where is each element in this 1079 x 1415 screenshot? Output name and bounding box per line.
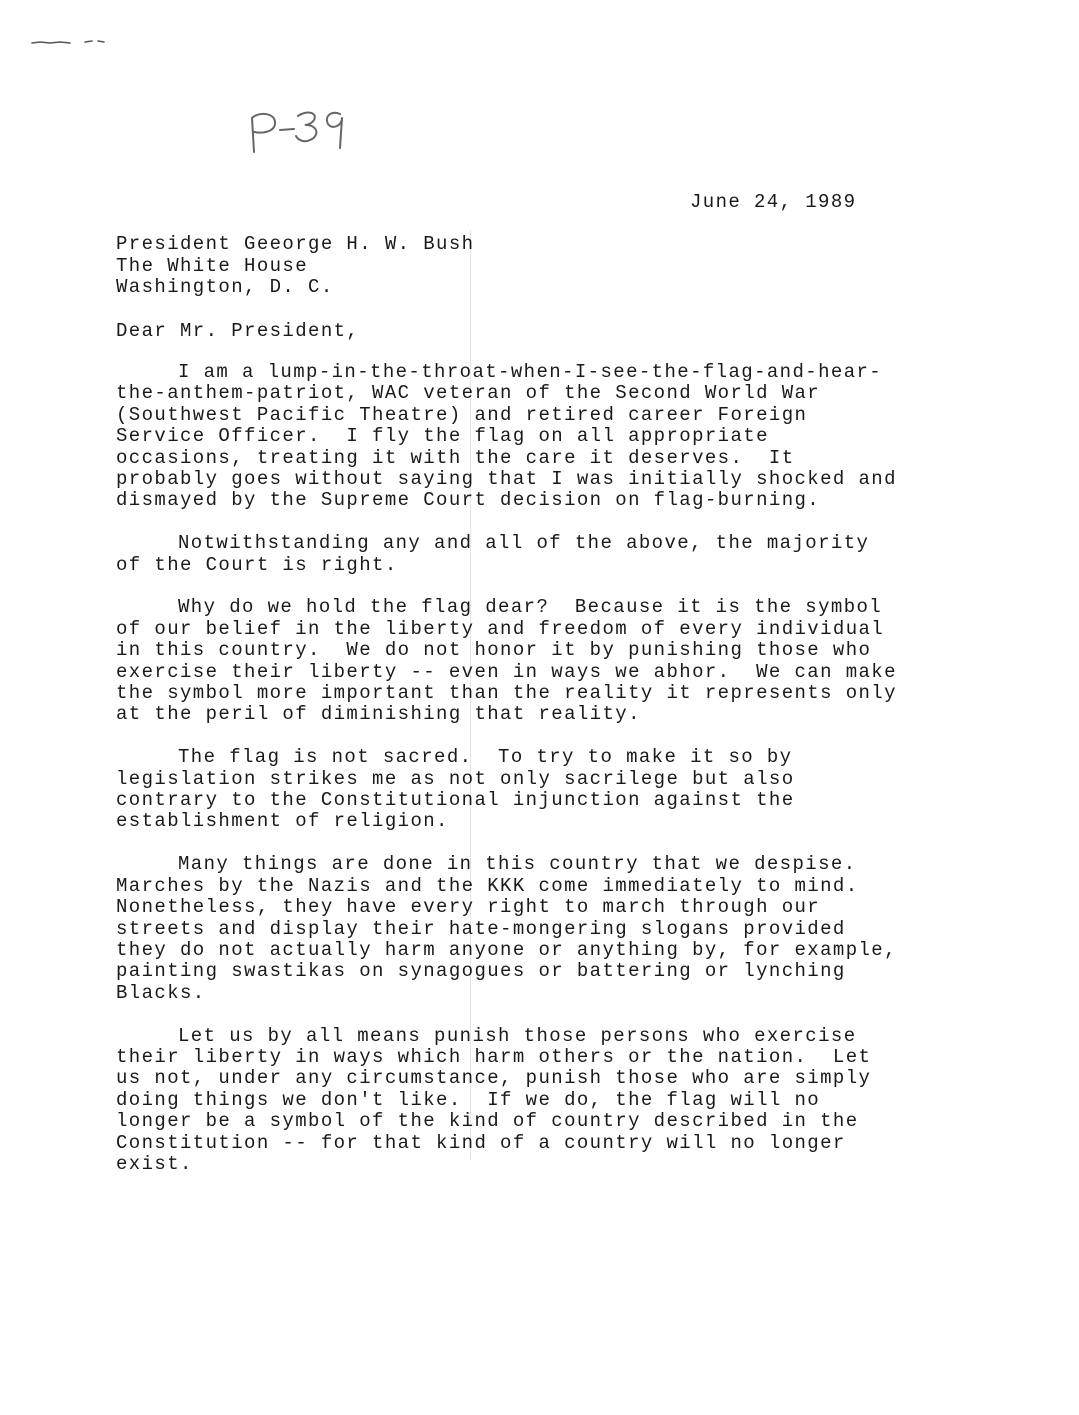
letter-paragraph (116, 597, 916, 725)
recipient-name: President Geeorge H. W. Bush (116, 233, 475, 255)
paragraph-line: the symbol more important than the reality it represents only (116, 682, 897, 705)
letter-date: June 24, 1989 (690, 191, 857, 213)
paragraph-line: establishment of religion. (116, 810, 449, 833)
paragraph-line: at the peril of diminishing that reality. (116, 703, 641, 726)
paragraph-line: painting swastikas on synagogues or battering or lynching (116, 960, 846, 983)
paragraph-line: exist. (116, 1152, 193, 1175)
recipient-address (116, 234, 474, 299)
salutation: Dear Mr. President, (116, 320, 360, 342)
paragraph-line: Constitution -- for that kind of a country will no longer (116, 1131, 846, 1154)
paragraph-line: of the Court is right. (116, 553, 398, 576)
letter-paragraph (116, 533, 916, 576)
paragraph-line: exercise their liberty -- even in ways we abhor. We can make (116, 660, 897, 683)
letter-paragraph (116, 362, 916, 512)
paragraph-line: legislation strikes me as not only sacrilege but also (116, 767, 795, 790)
scan-mark (30, 36, 110, 48)
paragraph-line: the-anthem-patriot, WAC veteran of the Second World War (116, 382, 821, 405)
paragraph-line: Service Officer. I fly the flag on all appropriate (116, 425, 769, 448)
letter-paragraph (116, 747, 916, 833)
paragraph-line: longer be a symbol of the kind of country described in the (116, 1110, 859, 1133)
paragraph-line: Why do we hold the flag dear? Because it is the symbol (178, 596, 883, 619)
recipient-city: Washington, D. C. (116, 276, 334, 298)
paragraph-line: The flag is not sacred. To try to make it so by (178, 746, 793, 769)
paragraph-line: us not, under any circumstance, punish those who are simply (116, 1067, 872, 1090)
letter-body (116, 362, 916, 1197)
paragraph-line: Blacks. (116, 981, 206, 1004)
paragraph-line: (Southwest Pacific Theatre) and retired career Foreign (116, 403, 808, 426)
handwritten-note-p39 (228, 100, 378, 170)
paragraph-line: Many things are done in this country that we despise. (178, 853, 857, 876)
paragraph-line: Let us by all means punish those persons who exercise (178, 1024, 857, 1047)
paragraph-line: Marches by the Nazis and the KKK come immediately to mind. (116, 874, 859, 897)
paragraph-line: probably goes without saying that I was initially shocked and (116, 468, 897, 491)
paragraph-line: I am a lump-in-the-throat-when-I-see-the-flag-and-hear- (178, 361, 883, 383)
paragraph-line: streets and display their hate-mongering slogans provided (116, 917, 846, 940)
paragraph-line: they do not actually harm anyone or anything by, for example, (116, 938, 897, 961)
paragraph-line: of our belief in the liberty and freedom of every individual (116, 617, 885, 640)
paragraph-line: dismayed by the Supreme Court decision on flag-burning. (116, 489, 821, 512)
paragraph-line: Notwithstanding any and all of the above, the majority (178, 532, 870, 555)
recipient-organization: The White House (116, 254, 309, 277)
paragraph-line: their liberty in ways which harm others or the nation. Let (116, 1045, 872, 1068)
paragraph-line: in this country. We do not honor it by punishing those who (116, 639, 872, 662)
paragraph-line: contrary to the Constitutional injunction against the (116, 789, 795, 812)
paragraph-line: occasions, treating it with the care it deserves. It (116, 446, 795, 469)
letter-paragraph (116, 1026, 916, 1176)
paragraph-line: doing things we don't like. If we do, the flag will no (116, 1088, 821, 1111)
letter-paragraph (116, 854, 916, 1004)
paragraph-line: Nonetheless, they have every right to march through our (116, 896, 821, 919)
